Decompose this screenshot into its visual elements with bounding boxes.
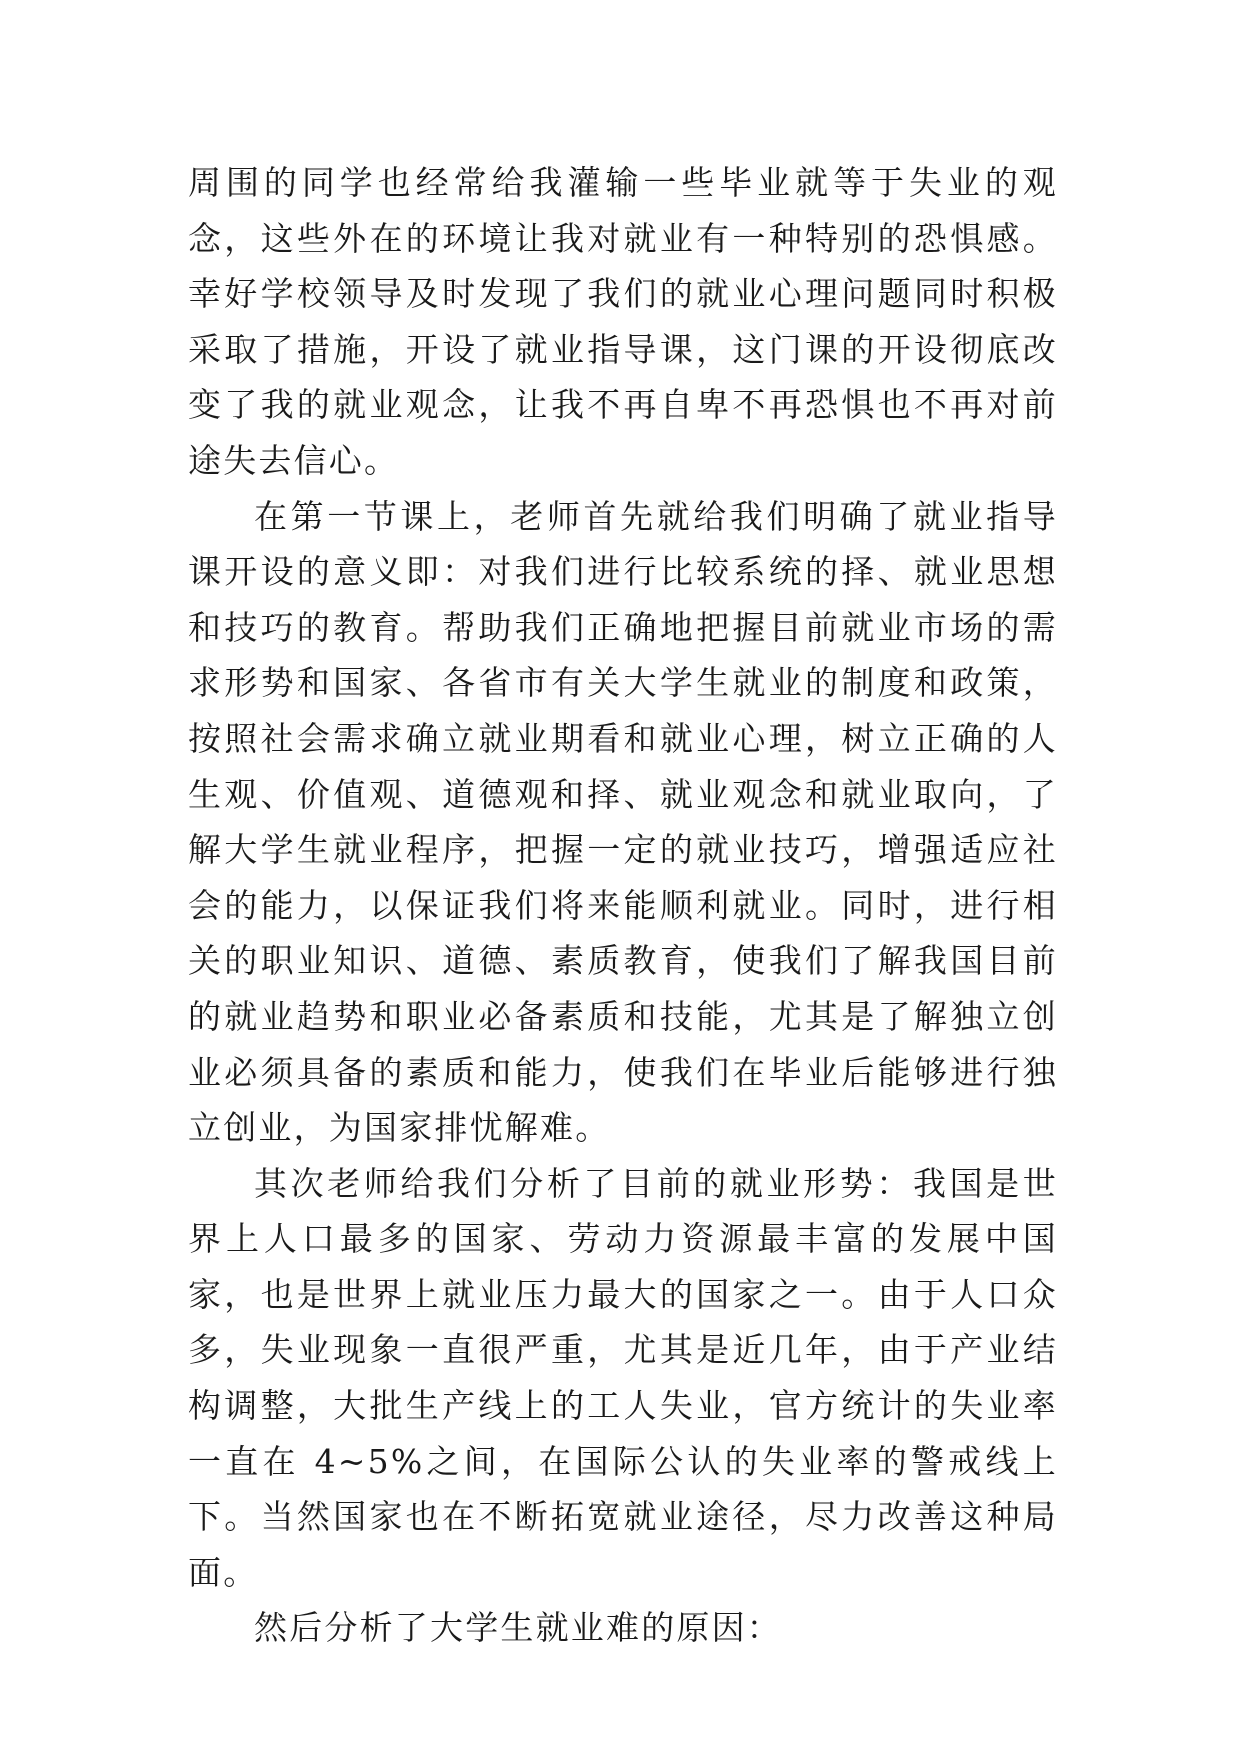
paragraph-1: 周围的同学也经常给我灌输一些毕业就等于失业的观念，这些外在的环境让我对就业有一种特别的恐惧感。幸好学校领导及时发现了我们的就业心理问题同时积极采取了措施，开设了就业指导课，这门课的开设彻底改变了我的就业观念，让我不再自卑不再恐惧也不再对前途失去信心。: [188, 163, 1058, 480]
paragraph-4: 然后分析了大学生就业难的原因：: [254, 1608, 782, 1648]
document-body: [188, 155, 1058, 1656]
paragraph-2: 在第一节课上，老师首先就给我们明确了就业指导课开设的意义即：对我们进行比较系统的择、就业思想和技巧的教育。帮助我们正确地把握目前就业市场的需求形势和国家、各省市有关大学生就业的制度和政策，按照社会需求确立就业期看和就业心理，树立正确的人生观、价值观、道德观和择、就业观念和就业取向，了解大学生就业程序，把握一定的就业技巧，增强适应社会的能力，以保证我们将来能顺利就业。同时，进行相关的职业知识、道德、素质教育，使我们了解我国目前的就业趋势和职业必备素质和技能，尤其是了解独立创业必须具备的素质和能力，使我们在毕业后能够进行独立创业，为国家排忧解难。: [188, 496, 1058, 1148]
paragraph-3: 其次老师给我们分析了目前的就业形势：我国是世界上人口最多的国家、劳动力资源最丰富的发展中国家，也是世界上就业压力最大的国家之一。由于人口众多，失业现象一直很严重，尤其是近几年，由于产业结构调整，大批生产线上的工人失业，官方统计的失业率一直在 4~5%之间，在国际公认的失业率的警戒线上下。当然国家也在不断拓宽就业途径，尽力改善这种局面。: [188, 1163, 1058, 1592]
